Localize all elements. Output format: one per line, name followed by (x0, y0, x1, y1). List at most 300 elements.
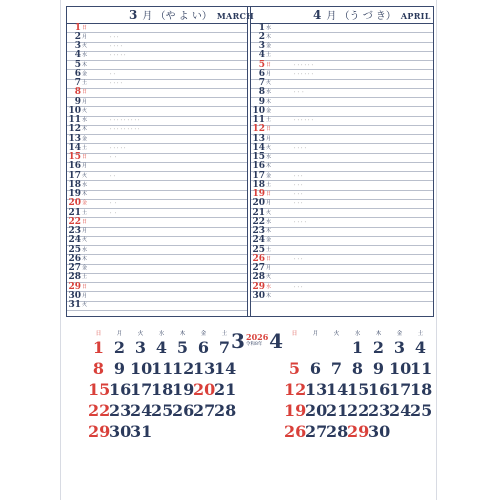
april-column (250, 7, 433, 316)
date-cell (326, 339, 347, 360)
april-number: 4 (313, 8, 322, 22)
day-note (91, 145, 107, 152)
day-row (67, 172, 247, 181)
memo-text: ・・ (109, 173, 116, 178)
day-number: 10 (68, 105, 81, 116)
day-number: 19 (68, 189, 81, 200)
day-row (251, 172, 433, 181)
date-number: 16 (368, 380, 391, 399)
weekday-label: 金 (266, 43, 272, 50)
date-number: 6 (309, 359, 322, 378)
year-label: 2026 (246, 332, 269, 342)
weekday-label: 金 (82, 200, 88, 207)
date-cell (326, 423, 347, 444)
date-cell (130, 339, 151, 360)
date-cell (284, 381, 305, 402)
date-number: 10 (389, 359, 412, 378)
weekday-cell: 金 (200, 331, 207, 337)
date-cell (151, 423, 172, 444)
weekday-label: 日 (82, 218, 88, 225)
date-number: 11 (151, 359, 174, 378)
day-note (91, 163, 107, 170)
day-note (275, 163, 291, 170)
weekday-cell: 木 (179, 331, 186, 337)
day-number: 11 (68, 115, 81, 126)
day-note (275, 265, 291, 272)
day-number: 8 (258, 87, 265, 98)
day-number: 11 (252, 115, 265, 126)
day-note (275, 256, 291, 263)
date-number: 8 (351, 359, 364, 378)
day-row (251, 228, 433, 237)
day-number: 6 (258, 68, 265, 79)
date-number: 14 (214, 359, 237, 378)
day-note (91, 256, 107, 263)
date-cell (389, 339, 410, 360)
day-row (251, 292, 433, 301)
day-note (91, 293, 107, 300)
april-header (251, 7, 433, 24)
date-cell (305, 360, 326, 381)
date-cell (88, 360, 109, 381)
memo-text: ・・・ (293, 256, 304, 261)
day-number: 29 (252, 281, 265, 292)
date-cell (130, 423, 151, 444)
day-note (91, 284, 107, 291)
date-number: 5 (288, 359, 301, 378)
date-number: 28 (214, 401, 237, 420)
day-row (67, 163, 247, 172)
day-number: 2 (74, 31, 81, 42)
date-cell (410, 360, 431, 381)
weekday-label: 火 (266, 209, 272, 216)
weekday-label: 金 (82, 135, 88, 142)
date-number: 2 (372, 338, 385, 357)
day-row (251, 255, 433, 264)
day-number: 23 (68, 226, 81, 237)
day-number: 15 (68, 152, 81, 163)
date-cell (151, 402, 172, 423)
date-cell (214, 360, 235, 381)
date-cell (347, 360, 368, 381)
date-cell (410, 381, 431, 402)
date-number: 11 (410, 359, 433, 378)
day-row (251, 274, 433, 283)
weekday-header (284, 331, 431, 338)
weekday-label: 水 (266, 154, 272, 161)
day-row (251, 209, 433, 218)
day-number: 7 (74, 78, 81, 89)
day-row (67, 228, 247, 237)
day-row (67, 246, 247, 255)
date-cell (326, 360, 347, 381)
day-number: 4 (258, 50, 265, 61)
date-number: 18 (151, 380, 174, 399)
march-japanese-name: 月 （や よ い） (142, 11, 212, 22)
weekday-label: 火 (82, 302, 88, 309)
weekday-label: 水 (266, 89, 272, 96)
date-cell (109, 402, 130, 423)
date-cell (172, 339, 193, 360)
day-row (251, 61, 433, 70)
day-note (275, 89, 291, 96)
weekday-cell: 月 (312, 331, 319, 337)
day-row (67, 117, 247, 126)
march-day-rows (67, 24, 247, 311)
date-cell (326, 402, 347, 423)
day-note (91, 265, 107, 272)
weekday-cell: 月 (116, 331, 123, 337)
weekday-label: 木 (266, 163, 272, 170)
day-number: 19 (252, 189, 265, 200)
day-note (275, 34, 291, 41)
day-number: 25 (252, 244, 265, 255)
day-number: 13 (252, 133, 265, 144)
date-number: 27 (305, 422, 328, 441)
date-cell (88, 339, 109, 360)
weekday-cell: 日 (291, 331, 298, 337)
weekday-label: 土 (82, 144, 88, 151)
weekday-label: 月 (266, 200, 272, 207)
date-number: 3 (393, 338, 406, 357)
day-note (91, 80, 107, 87)
date-cell (193, 339, 214, 360)
day-note (275, 284, 291, 291)
date-cell (347, 381, 368, 402)
date-cell (172, 423, 193, 444)
date-cell (410, 339, 431, 360)
weekday-label: 火 (266, 80, 272, 87)
day-number: 17 (252, 170, 265, 181)
date-number: 25 (151, 401, 174, 420)
april-english-name: APRIL (400, 11, 431, 21)
day-number: 6 (74, 68, 81, 79)
memo-text: ・・・ (293, 182, 304, 187)
date-cell (347, 423, 368, 444)
weekday-label: 水 (266, 283, 272, 290)
memo-text: ・・・・ (293, 219, 307, 224)
date-number: 7 (218, 338, 231, 357)
day-note (275, 136, 291, 143)
day-note (275, 108, 291, 115)
day-row (67, 80, 247, 89)
day-note (91, 200, 107, 207)
memo-text: ・・ (109, 71, 116, 76)
day-row (251, 265, 433, 274)
memo-text: ・ ・ (109, 210, 118, 215)
weekday-label: 火 (266, 274, 272, 281)
day-row (251, 246, 433, 255)
day-number: 2 (258, 31, 265, 42)
day-note (275, 25, 291, 32)
date-cell (284, 402, 305, 423)
date-number: 23 (368, 401, 391, 420)
weekday-label: 水 (82, 117, 88, 124)
date-cell (368, 402, 389, 423)
date-number: 20 (193, 380, 216, 399)
date-cell (130, 381, 151, 402)
day-note (275, 210, 291, 217)
day-row (251, 283, 433, 292)
day-note (91, 219, 107, 226)
day-row (251, 24, 433, 33)
weekday-label: 火 (82, 107, 88, 114)
date-cell (193, 360, 214, 381)
date-cell (389, 381, 410, 402)
day-row (251, 181, 433, 190)
weekday-label: 火 (82, 172, 88, 179)
date-cell (305, 339, 326, 360)
day-number: 22 (68, 216, 81, 227)
weekday-label: 土 (266, 181, 272, 188)
date-cell (193, 423, 214, 444)
date-number: 17 (130, 380, 153, 399)
weekday-label: 火 (82, 237, 88, 244)
weekday-label: 金 (82, 265, 88, 272)
date-cell (172, 381, 193, 402)
day-number: 29 (68, 281, 81, 292)
day-note (275, 191, 291, 198)
day-note (91, 191, 107, 198)
weekday-label: 日 (82, 89, 88, 96)
day-note (275, 117, 291, 124)
memo-text: ・・・・・・ (293, 71, 314, 76)
date-cell (193, 381, 214, 402)
memo-text: ・・・・・ (109, 145, 127, 150)
day-row (67, 265, 247, 274)
weekday-label: 月 (82, 228, 88, 235)
date-cell (368, 339, 389, 360)
day-note (91, 62, 107, 69)
date-cell (151, 381, 172, 402)
day-note (91, 182, 107, 189)
date-cell (389, 360, 410, 381)
day-row (67, 98, 247, 107)
day-number: 31 (68, 300, 81, 311)
day-number: 12 (252, 124, 265, 135)
weekday-cell: 木 (375, 331, 382, 337)
weekday-label: 月 (266, 70, 272, 77)
date-number: 23 (109, 401, 132, 420)
day-note (275, 182, 291, 189)
memo-text: ・・・・ (109, 81, 123, 86)
date-cell (109, 381, 130, 402)
memo-text: ・・・・ (293, 145, 307, 150)
date-cell (151, 360, 172, 381)
day-note (91, 43, 107, 50)
day-note (275, 52, 291, 59)
day-number: 4 (74, 50, 81, 61)
day-row (67, 200, 247, 209)
day-number: 30 (68, 290, 81, 301)
date-number: 14 (326, 380, 349, 399)
day-number: 14 (68, 142, 81, 153)
day-row (67, 154, 247, 163)
date-cell (326, 381, 347, 402)
date-number: 20 (305, 401, 328, 420)
date-number: 22 (88, 401, 111, 420)
day-note (91, 237, 107, 244)
day-note (91, 71, 107, 78)
day-row (251, 80, 433, 89)
weekday-label: 月 (82, 163, 88, 170)
memo-text: ・・・・・・ (293, 62, 314, 67)
day-row (67, 61, 247, 70)
day-row (67, 292, 247, 301)
day-row (67, 218, 247, 227)
weekday-label: 木 (266, 33, 272, 40)
day-note (275, 43, 291, 50)
day-number: 10 (252, 105, 265, 116)
weekday-label: 木 (82, 126, 88, 133)
weekday-cell: 金 (396, 331, 403, 337)
date-number: 24 (130, 401, 153, 420)
date-number: 26 (284, 422, 307, 441)
day-number: 25 (68, 244, 81, 255)
day-number: 21 (68, 207, 81, 218)
date-number: 1 (92, 338, 105, 357)
day-note (275, 145, 291, 152)
weekday-cell: 火 (333, 331, 340, 337)
date-cell (368, 360, 389, 381)
date-cell (305, 423, 326, 444)
date-number: 16 (109, 380, 132, 399)
memo-text: ・・・・・・ (293, 118, 314, 123)
memo-text: ・・・ (109, 34, 120, 39)
day-number: 17 (68, 170, 81, 181)
date-number: 12 (284, 380, 307, 399)
weekday-label: 水 (266, 218, 272, 225)
date-cell (172, 402, 193, 423)
date-cell (389, 402, 410, 423)
day-row (67, 43, 247, 52)
memo-text: ・ ・ (109, 201, 118, 206)
date-number: 17 (389, 380, 412, 399)
date-cell (88, 423, 109, 444)
date-number: 30 (368, 422, 391, 441)
date-number: 25 (410, 401, 433, 420)
day-note (275, 228, 291, 235)
mini-calendar-march (88, 331, 235, 444)
day-row (251, 237, 433, 246)
weekday-cell: 土 (221, 331, 228, 337)
date-cell (368, 423, 389, 444)
day-note (275, 200, 291, 207)
era-label: 令和8年 (246, 342, 263, 347)
date-cell (389, 423, 410, 444)
date-number: 30 (109, 422, 132, 441)
day-note (91, 228, 107, 235)
day-row (251, 70, 433, 79)
day-number: 18 (252, 179, 265, 190)
day-number: 16 (68, 161, 81, 172)
day-row (67, 144, 247, 153)
day-note (91, 34, 107, 41)
weekday-label: 日 (266, 191, 272, 198)
weekday-label: 水 (82, 181, 88, 188)
weekday-label: 火 (82, 43, 88, 50)
memo-text: ・・・・・・・・・ (109, 127, 141, 132)
day-number: 13 (68, 133, 81, 144)
day-number: 30 (252, 290, 265, 301)
day-number: 18 (68, 179, 81, 190)
day-note (275, 219, 291, 226)
day-note (275, 173, 291, 180)
day-row (251, 117, 433, 126)
day-row (67, 70, 247, 79)
date-cell (88, 381, 109, 402)
date-cell (347, 402, 368, 423)
weekday-cell: 土 (417, 331, 424, 337)
date-number: 29 (347, 422, 370, 441)
date-number: 13 (305, 380, 328, 399)
date-number: 6 (197, 338, 210, 357)
day-number: 23 (252, 226, 265, 237)
date-number: 27 (193, 401, 216, 420)
weekday-label: 月 (82, 292, 88, 299)
day-note (91, 173, 107, 180)
date-number: 10 (130, 359, 153, 378)
date-number: 21 (214, 380, 237, 399)
day-row (67, 33, 247, 42)
day-row (67, 302, 247, 311)
memo-text: ・・・ (293, 284, 304, 289)
weekday-label: 金 (266, 107, 272, 114)
march-header (67, 7, 255, 24)
day-number: 24 (252, 235, 265, 246)
weekday-cell: 水 (158, 331, 165, 337)
date-number: 15 (88, 380, 111, 399)
date-cell (193, 402, 214, 423)
date-cell (284, 339, 305, 360)
weekday-label: 金 (266, 237, 272, 244)
date-number: 31 (130, 422, 153, 441)
weekday-cell: 水 (354, 331, 361, 337)
day-number: 9 (74, 96, 81, 107)
date-number: 22 (347, 401, 370, 420)
date-number: 2 (113, 338, 126, 357)
march-number: 3 (129, 8, 138, 22)
day-row (251, 200, 433, 209)
date-number: 5 (176, 338, 189, 357)
date-cell (88, 402, 109, 423)
weekday-label: 日 (266, 126, 272, 133)
day-note (91, 154, 107, 161)
day-number: 22 (252, 216, 265, 227)
date-number: 28 (326, 422, 349, 441)
date-cell (109, 423, 130, 444)
weekday-label: 土 (266, 246, 272, 253)
day-note (91, 302, 107, 309)
date-number: 19 (284, 401, 307, 420)
date-number: 1 (351, 338, 364, 357)
day-note (91, 126, 107, 133)
day-row (251, 218, 433, 227)
calendar-page (60, 0, 437, 500)
day-note (91, 274, 107, 281)
date-number: 9 (372, 359, 385, 378)
weekday-label: 日 (82, 154, 88, 161)
day-number: 20 (68, 198, 81, 209)
day-row (67, 24, 247, 33)
weekday-label: 水 (82, 52, 88, 59)
memo-text: ・・・・・ (109, 53, 127, 58)
weekday-label: 日 (82, 24, 88, 31)
day-number: 8 (74, 87, 81, 98)
day-row (251, 89, 433, 98)
day-row (67, 52, 247, 61)
march-column (67, 7, 255, 316)
